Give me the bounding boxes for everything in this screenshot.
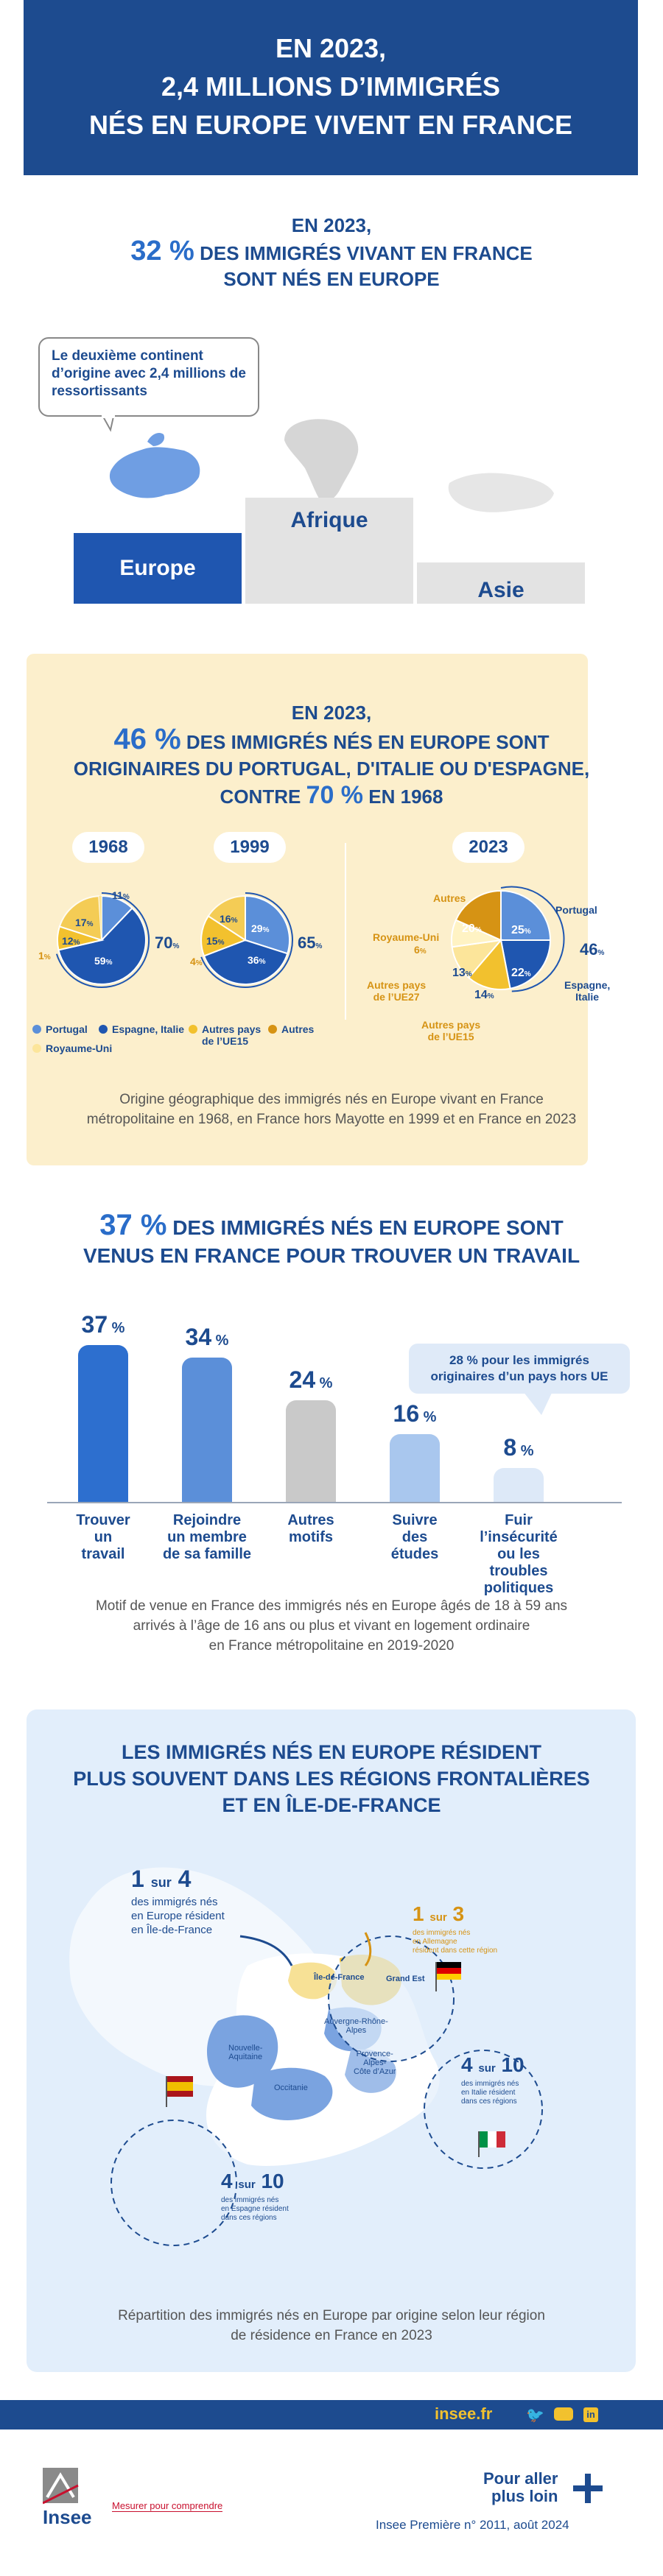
legend-portugal: [32, 1023, 88, 1035]
pie2023-name-espagne: Espagne,: [564, 979, 611, 991]
pie2023-name-italie: Italie: [575, 991, 600, 1003]
pie2023-label-uk: [414, 944, 427, 956]
bar-label-2-line-1: Rejoindre: [172, 1512, 242, 1528]
section2-pct: 46 %: [113, 723, 181, 755]
year-1999-pill: 1999: [214, 832, 286, 863]
pie2023-label-ue15-pct: %: [487, 992, 494, 1001]
header-line-3: NÉS EN EUROPE VIVENT EN FRANCE: [88, 110, 573, 140]
bar-value-number-4: 16: [393, 1400, 420, 1427]
de-num: 1: [413, 1902, 424, 1925]
pie2023-label-total-pct: %: [597, 949, 605, 957]
section1-pct: 32 %: [130, 236, 194, 267]
es-text1: des immigrés nés: [221, 2196, 279, 2204]
pie1968-label-total-value: 70: [155, 934, 173, 952]
bar-label-2-line-2: un membre: [167, 1529, 247, 1545]
section2-caption-line1: Origine géographique des immigrés nés en Europe vivant en France: [119, 1092, 544, 1107]
bar-value-number-3: 24: [289, 1366, 316, 1393]
section2-caption: [0, 1090, 663, 1129]
section4-caption-line2: de résidence en France en 2023: [231, 2328, 432, 2343]
section1-line2-rest: DES IMMIGRÉS VIVANT EN FRANCE: [194, 242, 533, 264]
bar-4: [390, 1434, 440, 1502]
podium-asie-label: Asie: [477, 578, 525, 602]
it-den: 10: [501, 2053, 525, 2076]
pie2023-label-autres: [462, 922, 482, 936]
pie1999-label-ue15-value: 15: [206, 935, 218, 947]
pie2023-name-ue15-line1: Autres pays: [421, 1019, 481, 1031]
idf-sur: sur: [150, 1875, 172, 1890]
idf-num: 1: [131, 1866, 144, 1892]
pie2023-name-ue15: [421, 1019, 480, 1042]
pie1968-label-uk-value: 1: [38, 950, 44, 961]
bar-label-4-line-3: études: [390, 1546, 439, 1562]
pie1968-label-total: [155, 934, 179, 953]
pie1968-label-portugal: [112, 889, 130, 901]
bar-label-4: [363, 1512, 466, 1563]
africa-map-icon: [284, 419, 358, 502]
pie1999-label-uk-pct: %: [195, 959, 203, 967]
de-stat: [413, 1903, 497, 1955]
year-1968-pill: 1968: [72, 832, 144, 863]
plus-icon[interactable]: [573, 2474, 603, 2503]
pie2023-name-ue27-line2: de l’UE27: [373, 991, 420, 1003]
es-stat: [221, 2170, 289, 2223]
pie1968-label-portugal-value: 11: [112, 889, 123, 901]
bar-value-1: [59, 1311, 147, 1338]
legend-dot-uk: [32, 1044, 41, 1053]
legend-dot-autres: [268, 1025, 277, 1034]
pie1968-label-autres-value: 17: [75, 917, 87, 928]
pie2023-label-total-value: 46: [580, 940, 598, 959]
legend-portugal-label: Portugal: [46, 1023, 88, 1035]
legend-uk-label: Royaume-Uni: [46, 1042, 113, 1054]
it-text2: en Italie résident: [461, 2089, 516, 2097]
bar-value-unit-5: %: [516, 1443, 534, 1459]
bar-value-2: [163, 1324, 251, 1351]
section3-caption-line3: en France métropolitaine en 2019-2020: [208, 1638, 455, 1654]
pie2023-label-ue15: [474, 989, 494, 1002]
section3-title: [0, 1211, 663, 1270]
label-occitanie: Occitanie: [274, 2083, 308, 2092]
bar-value-4: [371, 1400, 459, 1428]
section2-line2-rest: DES IMMIGRÉS NÉS EN EUROPE SONT: [180, 731, 550, 753]
section2-line4-pre: CONTRE: [220, 786, 306, 808]
section3-caption: [0, 1596, 663, 1656]
bar-label-3-line-1: Autres: [287, 1512, 334, 1528]
label-na-line2: Aquitaine: [228, 2053, 263, 2061]
pie2023-name-autres: Autres: [433, 892, 466, 904]
section4-title: [0, 1739, 663, 1818]
more-line2: plus loin: [491, 2487, 558, 2505]
bar-label-1: [52, 1512, 155, 1563]
legend-autres: [268, 1023, 314, 1035]
section1-line3: SONT NÉS EN EUROPE: [223, 268, 440, 290]
pie1968-label-uk-pct: %: [43, 953, 51, 961]
idf-stat: [131, 1866, 225, 1937]
label-na-line1: Nouvelle-: [228, 2044, 263, 2053]
callout-line2: originaires d’un pays hors UE: [430, 1369, 608, 1383]
youtube-icon[interactable]: [554, 2407, 573, 2421]
tagline: Mesurer pour comprendre: [112, 2500, 223, 2511]
pie1999-label-espagne-italie-value: 36: [248, 954, 259, 966]
insee-logo-icon: [43, 2468, 102, 2505]
legend-espagne-italie-label: Espagne, Italie: [112, 1023, 185, 1035]
section3-line2: VENUS EN FRANCE POUR TROUVER UN TRAVAIL: [83, 1244, 580, 1267]
pie2023-label-portugal: [511, 924, 531, 937]
bar-label-1-line-2: un: [94, 1529, 113, 1545]
pie2023-label-ue15-value: 14: [474, 989, 488, 1001]
origin-pies: [0, 876, 663, 1023]
it-stat: [461, 2054, 525, 2106]
idf-text2: en Europe résident: [131, 1910, 225, 1922]
europe-map-icon: [110, 433, 200, 498]
header-banner: [24, 0, 638, 175]
pie1968-label-ue15-pct: %: [73, 939, 80, 947]
pie1999-label-total-pct: %: [315, 942, 323, 950]
idf-den: 4: [178, 1866, 192, 1892]
pie1968-label-ue15-value: 12: [62, 935, 74, 947]
bar-label-3: [259, 1512, 362, 1546]
twitter-icon[interactable]: 🐦: [526, 2407, 544, 2424]
pie1999-label-espagne-italie: [248, 954, 265, 966]
label-aura-line2: Alpes: [345, 2026, 367, 2035]
pie2023-label-uk-value: 6: [414, 944, 420, 956]
pie2023-label-portugal-pct: %: [524, 928, 531, 936]
asia-map-icon: [449, 473, 554, 512]
legend-espagne-italie: [99, 1023, 184, 1035]
bar-value-number-2: 34: [185, 1324, 212, 1350]
section3-line1-rest: DES IMMIGRÉS NÉS EN EUROPE SONT: [166, 1216, 564, 1239]
de-text3: résident dans cette région: [413, 1947, 498, 1955]
pie2023-label-espagne-italie: [511, 967, 531, 980]
section4-title-line1: LES IMMIGRÉS NÉS EN EUROPE RÉSIDENT: [121, 1741, 542, 1763]
callout-pct: 28 %: [449, 1353, 478, 1367]
podium-afrique: [245, 498, 413, 604]
pie2023-name-ue27-line1: Autres pays: [367, 979, 427, 991]
de-sur: sur: [429, 1911, 447, 1924]
label-idf: Île-de-France: [314, 1973, 365, 1982]
bar-label-2-line-3: de sa famille: [162, 1546, 252, 1562]
site-link[interactable]: insee.fr: [435, 2404, 493, 2423]
idf-text1: des immigrés nés: [131, 1896, 218, 1908]
section4-title-line3: ET EN ÎLE-DE-FRANCE: [222, 1794, 441, 1816]
legend-dot-ue15: [189, 1025, 197, 1034]
pie2023-label-uk-pct: %: [419, 948, 427, 956]
bar-baseline: [47, 1502, 622, 1503]
section2-line4-post: EN 1968: [363, 786, 443, 808]
label-paca-line3: Côte d’Azur: [354, 2067, 396, 2076]
es-num: 4: [221, 2170, 233, 2192]
pie1999-label-portugal: [251, 922, 269, 934]
de-den: 3: [452, 1902, 465, 1925]
bar-label-4-line-2: des: [401, 1529, 428, 1545]
year-2023-pill: 2023: [452, 832, 525, 863]
legend-ue15: [189, 1023, 270, 1047]
pie1999-label-uk-value: 4: [190, 956, 196, 967]
bar-label-4-line-1: Suivre: [392, 1512, 438, 1528]
bar-value-5: [474, 1434, 563, 1461]
label-aura-line1: Auvergne-Rhône-: [324, 2017, 388, 2026]
it-num: 4: [461, 2053, 473, 2076]
bar-value-unit-3: %: [315, 1375, 333, 1391]
pie1999-label-espagne-italie-pct: %: [259, 958, 266, 966]
bar-label-5: [467, 1512, 570, 1597]
es-den: 10: [261, 2170, 284, 2192]
callout-tail: [516, 1391, 560, 1421]
section2-line2: [0, 723, 663, 755]
pie2023-name-ue27: [367, 979, 426, 1003]
podium-europe-label: Europe: [119, 556, 196, 580]
bar-value-3: [267, 1366, 355, 1394]
section4-caption-line1: Répartition des immigrés nés en Europe par origine selon leur région: [118, 2308, 545, 2323]
legend-dot-espagne-italie: [99, 1025, 108, 1034]
publication-ref: Insee Première n° 2011, août 2024: [376, 2518, 569, 2532]
section3-line1: [0, 1211, 663, 1242]
bar-value-unit-2: %: [211, 1333, 229, 1349]
pie2023-name-portugal: Portugal: [555, 904, 597, 916]
pie2023-label-ue27-pct: %: [465, 970, 472, 978]
legend-uk: [32, 1042, 112, 1054]
pie2023-name-uk: Royaume-Uni: [373, 931, 440, 943]
header-line-2: 2,4 MILLIONS D’IMMIGRÉS: [161, 71, 501, 102]
bar-3: [286, 1400, 336, 1502]
callout-line1: [409, 1352, 630, 1369]
label-paca: [354, 2050, 396, 2076]
legend-ue15-label: Autres pays de l’UE15: [202, 1023, 262, 1047]
bar-5: [494, 1468, 544, 1502]
pie2023-label-ue27-value: 13: [452, 967, 466, 979]
non-eu-callout: [409, 1344, 630, 1394]
bar-label-2: [155, 1512, 259, 1563]
label-paca-line2: Alpes-: [363, 2058, 387, 2067]
pie2023-label-autres-pct: %: [474, 926, 482, 934]
regions-map: [27, 1841, 636, 2297]
bar-value-unit-4: %: [419, 1409, 437, 1425]
pie1968-label-espagne-italie-value: 59: [94, 955, 106, 967]
podium-afrique-label: Afrique: [290, 508, 368, 532]
bubble-tail-cover: [102, 414, 115, 418]
insee-logo-text: Insee: [43, 2506, 92, 2528]
section2-line1: EN 2023,: [291, 702, 372, 724]
pie1999-label-portugal-value: 29: [251, 922, 263, 934]
section2-line4: [0, 782, 663, 810]
es-text3: dans ces régions: [221, 2214, 277, 2222]
section3-pct: 37 %: [99, 1209, 167, 1241]
section1-title: [0, 214, 663, 291]
pie2023-label-portugal-value: 25: [511, 924, 525, 936]
section2-line3: ORIGINAIRES DU PORTUGAL, D'ITALIE OU D'ESPAGNE,: [73, 758, 590, 780]
pie1968-label-total-pct: %: [172, 942, 180, 950]
callout-tail-shape: [523, 1391, 552, 1415]
bar-label-1-line-1: Trouver: [76, 1512, 130, 1528]
bar-1: [78, 1345, 128, 1502]
section4-caption: [0, 2306, 663, 2346]
pie1999-label-uk: [190, 956, 203, 967]
spain-circle: [111, 2120, 236, 2245]
section4-title-line2: PLUS SOUVENT DANS LES RÉGIONS FRONTALIÈRES: [73, 1768, 590, 1790]
podium-asie: [417, 562, 585, 604]
bubble-tail: [103, 417, 113, 430]
bar-label-5-line-3: politiques: [483, 1580, 554, 1596]
pie2023-label-autres-value: 20: [462, 922, 475, 935]
pie1999-label-autres-pct: %: [231, 917, 238, 925]
bar-label-1-line-3: travail: [81, 1546, 125, 1562]
pie1968-label-autres: [75, 917, 93, 928]
pie1999-label-autres: [220, 913, 237, 925]
pie2023-label-ue27: [452, 967, 472, 980]
pie1968-label-ue15: [62, 935, 80, 947]
label-grand-est: Grand Est: [386, 1975, 425, 1983]
legend-autres-label: Autres: [281, 1023, 315, 1035]
podium-europe: [74, 533, 242, 604]
section2-pct2: 70 %: [306, 781, 364, 809]
pie1968-label-autres-pct: %: [86, 920, 94, 928]
section3-caption-line2: arrivés à l’âge de 16 ans ou plus et vivant en logement ordinaire: [133, 1618, 530, 1634]
idf-text3: en Île-de-France: [131, 1924, 213, 1936]
pie1968-label-espagne-italie: [94, 955, 112, 967]
bar-label-5-line-1: Fuir l’insécurité: [480, 1512, 558, 1545]
bar-value-number-1: 37: [81, 1311, 108, 1338]
header-line-1: EN 2023,: [275, 33, 387, 63]
pie2023-label-espagne-italie-value: 22: [511, 967, 525, 979]
bar-value-unit-1: %: [108, 1320, 125, 1336]
more-line1: Pour aller: [483, 2469, 558, 2488]
bar-value-number-5: 8: [503, 1434, 517, 1461]
section1-line2: [0, 237, 663, 267]
label-nouvelle-aquitaine: [228, 2044, 262, 2061]
linkedin-icon[interactable]: in: [583, 2407, 598, 2422]
it-text3: dans ces régions: [461, 2097, 517, 2106]
pie1999-label-ue15-pct: %: [217, 939, 225, 947]
de-text2: en Allemagne: [413, 1938, 457, 1946]
de-text1: des immigrés nés: [413, 1929, 471, 1937]
spain-flag-icon: [166, 2076, 193, 2107]
callout-rest: pour les immigrés: [477, 1353, 589, 1367]
es-text2: en Espagne résident: [221, 2205, 289, 2213]
more-info-link[interactable]: [483, 2470, 558, 2505]
bar-label-5-line-2: ou les troubles: [489, 1546, 548, 1579]
es-sur: sur: [238, 2178, 256, 2191]
label-paca-line1: Provence-: [356, 2050, 393, 2058]
pie2023-name-espagne-italie: [564, 979, 610, 1003]
pie1968-label-portugal-pct: %: [122, 893, 130, 901]
pie1999-label-total: [298, 934, 322, 953]
label-aura: [324, 2017, 388, 2035]
pie2023-label-total: [580, 940, 604, 959]
pie1968-label-espagne-italie-pct: %: [105, 959, 113, 967]
it-text1: des immigrés nés: [461, 2080, 519, 2088]
section3-caption-line1: Motif de venue en France des immigrés nés en Europe âgés de 18 à 59 ans: [95, 1598, 568, 1614]
section2-caption-line2: métropolitaine en 1968, en France hors Mayotte en 1999 et en France en 2023: [86, 1112, 577, 1127]
pie1999-label-total-value: 65: [298, 934, 316, 952]
pie2023-name-ue15-line2: de l’UE15: [427, 1031, 474, 1042]
pie1999-label-autres-value: 16: [220, 913, 231, 925]
bar-2: [182, 1358, 232, 1502]
it-sur: sur: [478, 2062, 496, 2075]
section2-title: [0, 699, 663, 810]
section1-line1: EN 2023,: [291, 214, 372, 236]
pie2023-label-espagne-italie-pct: %: [524, 970, 531, 978]
pie1968-label-uk: [38, 950, 51, 961]
pie1999-label-ue15: [206, 935, 224, 947]
legend-dot-portugal: [32, 1025, 41, 1034]
pie1999-label-portugal-pct: %: [262, 926, 270, 934]
bar-label-3-line-2: motifs: [289, 1529, 333, 1545]
europe-bubble: Le deuxième continent d’origine avec 2,4 millions de ressortissants: [38, 337, 259, 417]
